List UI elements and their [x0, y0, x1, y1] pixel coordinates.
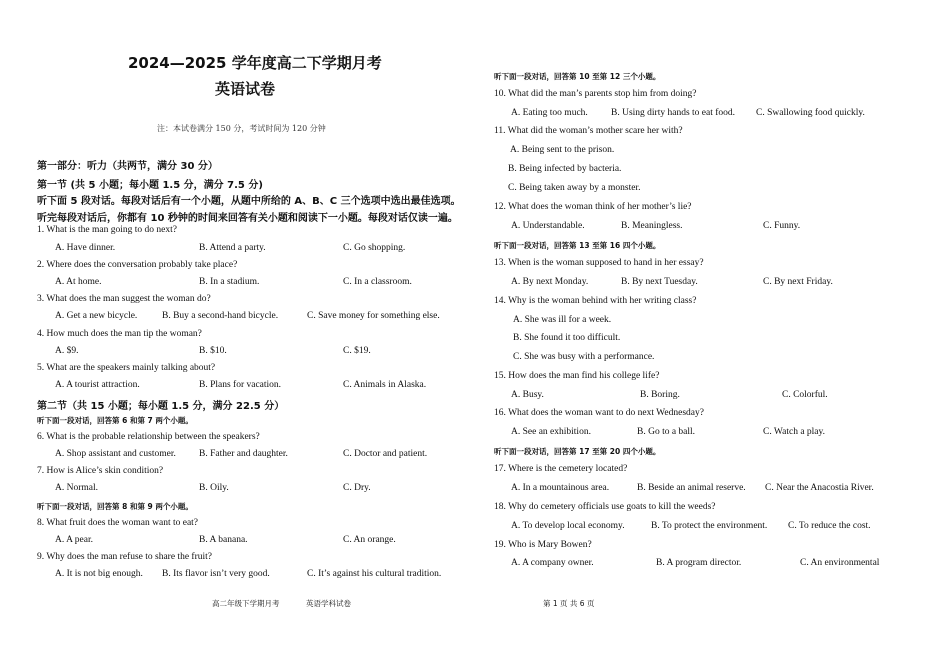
question-3-option-b: B. Buy a second-hand bicycle. [162, 311, 279, 321]
question-4-option-b: B. $10. [199, 346, 227, 356]
question-7-option-b: B. Oily. [199, 483, 229, 493]
question-5: 5. What are the speakers mainly talking about? [37, 363, 216, 373]
question-14-option-a: A. She was ill for a week. [513, 315, 612, 325]
question-9-option-b: B. Its flavor isn’t very good. [162, 569, 270, 579]
question-9-option-a: A. It is not big enough. [55, 569, 143, 579]
question-18-option-b: B. To protect the environment. [651, 521, 768, 531]
question-18-option-c: C. To reduce the cost. [788, 521, 871, 531]
question-15: 15. How does the man find his college life? [494, 371, 660, 381]
question-16-option-a: A. See an exhibition. [511, 427, 591, 437]
question-11-option-a: A. Being sent to the prison. [510, 145, 615, 155]
question-3: 3. What does the man suggest the woman do? [37, 294, 211, 304]
question-19-option-a: A. A company owner. [511, 558, 594, 568]
question-3-option-c: C. Save money for something else. [307, 311, 440, 321]
footer-subject: 英语学科试卷 [306, 599, 351, 608]
exam-subtitle: 英语试卷 [215, 80, 276, 98]
part1-heading: 第一部分：听力（共两节，满分 30 分） [37, 161, 218, 172]
question-6-option-b: B. Father and daughter. [199, 449, 288, 459]
question-10: 10. What did the man’s parents stop him from doing? [494, 89, 697, 99]
question-12-option-b: B. Meaningless. [621, 221, 683, 231]
question-17: 17. Where is the cemetery located? [494, 464, 628, 474]
question-4-option-a: A. $9. [55, 346, 79, 356]
question-11: 11. What did the woman’s mother scare her with? [494, 126, 683, 136]
question-2-option-b: B. In a stadium. [199, 277, 260, 287]
question-4-option-c: C. $19. [343, 346, 371, 356]
question-2-option-c: C. In a classroom. [343, 277, 412, 287]
question-19: 19. Who is Mary Bowen? [494, 540, 592, 550]
question-16-option-b: B. Go to a ball. [637, 427, 696, 437]
question-14: 14. Why is the woman behind with her writing class? [494, 296, 697, 306]
question-19-option-c: C. An environmental [800, 558, 880, 568]
footer-page-number: 第 1 页 共 6 页 [543, 599, 595, 608]
question-10-option-b: B. Using dirty hands to eat food. [611, 108, 736, 118]
question-1-option-a: A. Have dinner. [55, 243, 116, 253]
section1-heading: 第一节 (共 5 小题；每小题 1.5 分，满分 7.5 分) [37, 180, 263, 191]
question-15-option-b: B. Boring. [640, 390, 680, 400]
exam-note: 注：本试卷满分 150 分，考试时间为 120 分钟 [157, 124, 326, 133]
question-13-option-c: C. By next Friday. [763, 277, 833, 287]
exam-title: 2024—2025 学年度高二下学期月考 [128, 54, 382, 72]
question-8-option-a: A. A pear. [55, 535, 93, 545]
direction-13-16: 听下面一段对话，回答第 13 至第 16 四个小题。 [494, 241, 661, 250]
question-16: 16. What does the woman want to do next Wednesday? [494, 408, 704, 418]
question-11-option-b: B. Being infected by bacteria. [508, 164, 622, 174]
question-8-option-c: C. An orange. [343, 535, 396, 545]
question-17-option-b: B. Beside an animal reserve. [637, 483, 746, 493]
question-5-option-b: B. Plans for vacation. [199, 380, 282, 390]
question-16-option-c: C. Watch a play. [763, 427, 826, 437]
direction-8-9: 听下面一段对话，回答第 8 和第 9 两个小题。 [37, 502, 193, 511]
question-18: 18. Why do cemetery officials use goats to kill the weeds? [494, 502, 716, 512]
question-3-option-a: A. Get a new bicycle. [55, 311, 138, 321]
section2-heading: 第二节（共 15 小题；每小题 1.5 分，满分 22.5 分） [37, 401, 285, 412]
section1-instruction-2: 听完每段对话后，你都有 10 秒钟的时间来回答有关小题和阅读下一小题。每段对话仅读一遍。 [37, 213, 458, 224]
direction-6-7: 听下面一段对话，回答第 6 和第 7 两个小题。 [37, 416, 193, 425]
question-5-option-c: C. Animals in Alaska. [343, 380, 427, 390]
question-14-option-c: C. She was busy with a performance. [513, 352, 655, 362]
question-8: 8. What fruit does the woman want to eat? [37, 518, 199, 528]
question-8-option-b: B. A banana. [199, 535, 248, 545]
question-18-option-a: A. To develop local economy. [511, 521, 625, 531]
question-12-option-a: A. Understandable. [511, 221, 585, 231]
question-12-option-c: C. Funny. [763, 221, 801, 231]
question-1-option-b: B. Attend a party. [199, 243, 266, 253]
question-10-option-c: C. Swallowing food quickly. [756, 108, 865, 118]
question-10-option-a: A. Eating too much. [511, 108, 588, 118]
question-13: 13. When is the woman supposed to hand in her essay? [494, 258, 704, 268]
question-2: 2. Where does the conversation probably take place? [37, 260, 238, 270]
question-6: 6. What is the probable relationship between the speakers? [37, 432, 260, 442]
question-6-option-c: C. Doctor and patient. [343, 449, 428, 459]
question-4: 4. How much does the man tip the woman? [37, 329, 202, 339]
question-13-option-b: B. By next Tuesday. [621, 277, 698, 287]
question-14-option-b: B. She found it too difficult. [513, 333, 621, 343]
question-17-option-c: C. Near the Anacostia River. [765, 483, 874, 493]
section1-instruction-1: 听下面 5 段对话。每段对话后有一个小题，从题中所给的 A、B、C 三个选项中选出最佳选项。 [37, 196, 461, 207]
question-1-option-c: C. Go shopping. [343, 243, 406, 253]
question-5-option-a: A. A tourist attraction. [55, 380, 140, 390]
question-15-option-c: C. Colorful. [782, 390, 828, 400]
question-11-option-c: C. Being taken away by a monster. [508, 183, 641, 193]
question-15-option-a: A. Busy. [511, 390, 544, 400]
question-1: 1. What is the man going to do next? [37, 225, 177, 235]
question-7: 7. How is Alice’s skin condition? [37, 466, 164, 476]
question-13-option-a: A. By next Monday. [511, 277, 589, 287]
question-9-option-c: C. It’s against his cultural tradition. [307, 569, 442, 579]
question-7-option-c: C. Dry. [343, 483, 371, 493]
question-12: 12. What does the woman think of her mother’s lie? [494, 202, 692, 212]
question-7-option-a: A. Normal. [55, 483, 99, 493]
footer-grade: 高二年级下学期月考 [212, 599, 280, 608]
question-6-option-a: A. Shop assistant and customer. [55, 449, 176, 459]
question-2-option-a: A. At home. [55, 277, 102, 287]
direction-10-12: 听下面一段对话，回答第 10 至第 12 三个小题。 [494, 72, 661, 81]
question-17-option-a: A. In a mountainous area. [511, 483, 610, 493]
question-9: 9. Why does the man refuse to share the fruit? [37, 552, 212, 562]
question-19-option-b: B. A program director. [656, 558, 742, 568]
direction-17-20: 听下面一段对话，回答第 17 至第 20 四个小题。 [494, 447, 661, 456]
